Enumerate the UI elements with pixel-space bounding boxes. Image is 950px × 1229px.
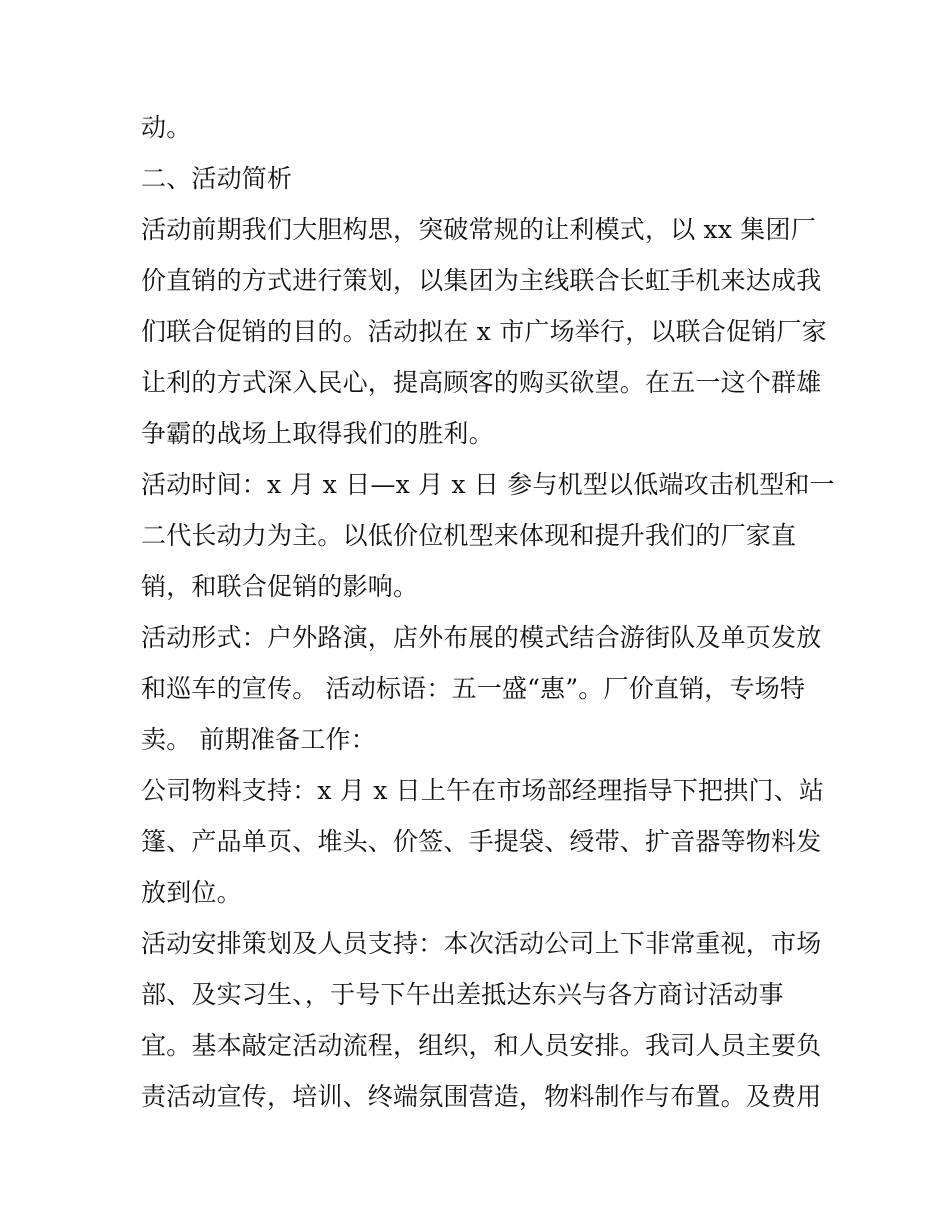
text-line: 责活动宣传，培训、终端氛围营造，物料制作与布置。及费用 [141,1082,822,1111]
document-body [141,102,835,1122]
section-heading: 二、活动简析 [141,164,293,193]
text-line: 活动安排策划及人员支持：本次活动公司上下非常重视，市场 [141,929,822,958]
text-line: 二代长动力为主。以低价位机型来体现和提升我们的厂家直 [141,521,797,550]
text-line: 们联合促销的目的。活动拟在 x 市广场举行，以联合促销厂家 [141,317,827,346]
text-line: 销，和联合促销的影响。 [141,572,419,601]
text-line: 篷、产品单页、堆头、价签、手提袋、绶带、扩音器等物料发 [141,827,822,856]
text-line: 公司物料支持：x 月 x 日上午在市场部经理指导下把拱门、站 [141,776,825,805]
text-line: 和巡车的宣传。 活动标语：五一盛“惠”。厂价直销，专场特 [141,674,806,703]
text-line: 部、及实习生、，于号下午出差抵达东兴与各方商讨活动事 [141,980,784,1009]
text-line: 动。 [141,113,192,142]
text-line: 活动前期我们大胆构思，突破常规的让利模式，以 xx 集团厂 [141,215,816,244]
text-line: 活动形式：户外路演，店外布展的模式结合游街队及单页发放 [141,623,822,652]
text-line: 放到位。 [141,878,242,907]
text-line: 活动时间：x 月 x 日—x 月 x 日 参与机型以低端攻击机型和一 [141,470,835,499]
text-line: 价直销的方式进行策划，以集团为主线联合长虹手机来达成我 [141,266,822,295]
text-line: 让利的方式深入民心，提高顾客的购买欲望。在五一这个群雄 [141,368,822,397]
text-line: 宜。基本敲定活动流程，组织，和人员安排。我司人员主要负 [141,1031,822,1060]
text-line: 争霸的战场上取得我们的胜利。 [141,419,494,448]
text-line: 卖。 前期准备工作： [141,725,376,754]
